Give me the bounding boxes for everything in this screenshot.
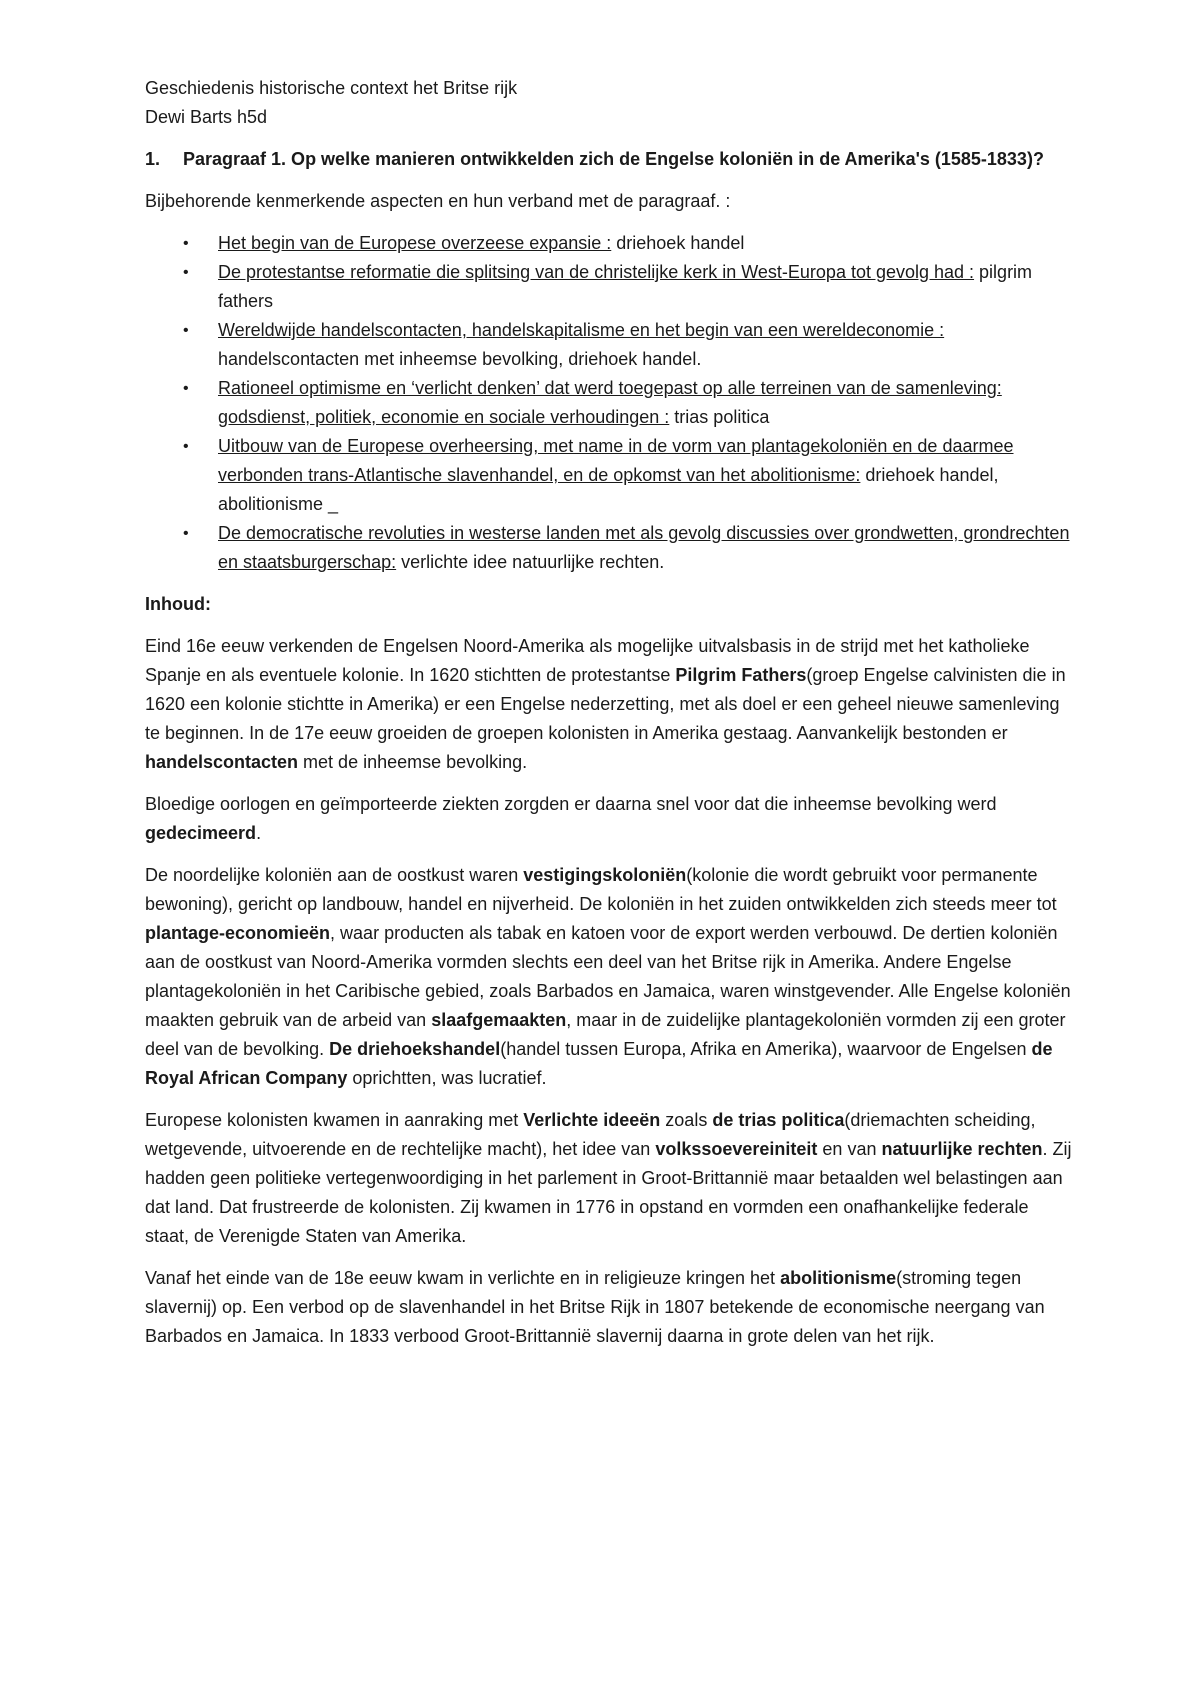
paragraph-4	[145, 1106, 1075, 1251]
text-run: met de inheemse bevolking.	[298, 752, 528, 772]
bullet-icon: •	[183, 438, 189, 455]
bold-term: volkssoevereiniteit	[655, 1139, 818, 1159]
text-run: . Zij hadden geen politieke vertegenwoordiging in het parlement in Groot-Brittannië maar betaalden wel belastingen aan dat land. Dat frustreerde de kolonisten. Zij kwamen in 1776 in opstand en vormden een onafhankelijke federale staat, de Verenigde Staten van Amerika.	[145, 1139, 1072, 1246]
aspect-text: De protestantse reformatie die splitsing van de christelijke kerk in West-Europa tot gevolg had :	[218, 262, 975, 282]
text-run: (kolonie die wordt gebruikt voor permanente bewoning), gericht op landbouw, handel en nijverheid. De koloniën in het zuiden ontwikkelden zich steeds meer tot	[145, 865, 1057, 914]
bold-term: gedecimeerd	[145, 823, 257, 843]
aspect-text: Rationeel optimisme en ‘verlicht denken’ dat werd toegepast op alle terreinen van de samenleving: godsdienst, politiek, economie en sociale verhoudingen :	[218, 378, 1002, 427]
bullet-icon: •	[183, 525, 189, 542]
bullet-icon: •	[183, 235, 189, 252]
inhoud-heading: Inhoud:	[145, 594, 211, 614]
text-run: , maar in de zuidelijke plantagekoloniën vormden zij een groter deel van de bevolking.	[145, 1010, 1066, 1059]
aspects-intro: Bijbehorende kenmerkende aspecten en hun verband met de paragraaf. :	[145, 191, 731, 211]
text-run: oprichtten, was lucratief.	[347, 1068, 547, 1088]
text-run: Bloedige oorlogen en geïmporteerde ziekten zorgden er daarna snel voor dat die inheemse bevolking werd	[145, 794, 997, 814]
aspect-link: verlichte idee natuurlijke rechten.	[396, 552, 665, 572]
text-run: Vanaf het einde van de 18e eeuw kwam in verlichte en in religieuze kringen het	[145, 1268, 781, 1288]
bold-term: Pilgrim Fathers	[675, 665, 807, 685]
aspect-text: De democratische revoluties in westerse landen met als gevolg discussies over grondwetten, grondrechten en staatsburgerschap:	[218, 523, 1070, 572]
list-item	[145, 432, 1075, 519]
text-run: .	[256, 823, 262, 843]
aspect-link: trias politica	[669, 407, 770, 427]
bullet-icon: •	[183, 322, 189, 339]
section-heading	[145, 145, 1075, 174]
list-item	[145, 316, 1075, 374]
bold-term: plantage-economieën	[145, 923, 331, 943]
bullet-icon: •	[183, 380, 189, 397]
paragraph-2	[145, 790, 1075, 848]
bold-term: vestigingskoloniën	[523, 865, 687, 885]
aspect-link: pilgrim fathers	[218, 262, 1033, 311]
aspect-text: Wereldwijde handelscontacten, handelskapitalisme en het begin van een wereldeconomie :	[218, 320, 945, 340]
aspect-link: driehoek handel	[611, 233, 745, 253]
list-item	[145, 519, 1075, 577]
text-run: (stroming tegen slavernij) op. Een verbod op de slavenhandel in het Britse Rijk in 1807 betekende de economische neergang van Barbados en Jamaica. In 1833 verbood Groot-Brittannië slavernij daarna in grote delen van het rijk.	[145, 1268, 1045, 1346]
heading-text: Paragraaf 1. Op welke manieren ontwikkelden zich de Engelse koloniën in de Amerika's (1585-1833)?	[183, 149, 1044, 169]
text-run: Europese kolonisten kwamen in aanraking met	[145, 1110, 524, 1130]
list-item	[145, 229, 1075, 258]
aspect-text: Uitbouw van de Europese overheersing, met name in de vorm van plantagekoloniën en de daarmee verbonden trans-Atlantische slavenhandel, en de opkomst van het abolitionisme:	[218, 436, 1014, 485]
text-run: zoals	[660, 1110, 713, 1130]
bold-term: Verlichte ideeën	[523, 1110, 661, 1130]
text-run: en van	[817, 1139, 882, 1159]
bold-term: de trias politica	[712, 1110, 845, 1130]
bold-term: natuurlijke rechten	[881, 1139, 1043, 1159]
paragraph-1	[145, 632, 1075, 777]
paragraph-3	[145, 861, 1075, 1093]
list-item	[145, 374, 1075, 432]
heading-number: 1.	[145, 149, 161, 169]
bold-term: abolitionisme	[780, 1268, 897, 1288]
bold-term: De driehoekshandel	[329, 1039, 501, 1059]
aspects-list	[145, 229, 1075, 577]
text-run: (groep Engelse calvinisten die in 1620 een kolonie stichtte in Amerika) er een Engelse nederzetting, met als doel er een geheel nieuwe samenleving te beginnen. In de 17e eeuw groeiden de groepen kolonisten in Amerika gestaag. Aanvankelijk bestonden er	[145, 665, 1066, 743]
document-body	[145, 74, 1075, 1364]
text-run: (handel tussen Europa, Afrika en Amerika), waarvoor de Engelsen	[500, 1039, 1032, 1059]
bullet-icon: •	[183, 264, 189, 281]
paragraph-5	[145, 1264, 1075, 1351]
bold-term: handelscontacten	[145, 752, 299, 772]
aspect-link: handelscontacten met inheemse bevolking, driehoek handel.	[218, 349, 702, 369]
text-run: , waar producten als tabak en katoen voor de export werden verbouwd. De dertien koloniën aan de oostkust van Noord-Amerika vormden slechts een deel van het Britse rijk in Amerika. Andere Engelse plantagekoloniën in het Caribische gebied, zoals Barbados en Jamaica, waren winstgevender. Alle Engelse koloniën maakten gebruik van de arbeid van	[145, 923, 1071, 1030]
text-run: Eind 16e eeuw verkenden de Engelsen Noord-Amerika als mogelijke uitvalsbasis in de strijd met het katholieke Spanje en als eventuele kolonie. In 1620 stichtten de protestantse	[145, 636, 1030, 685]
document-author: Dewi Barts h5d	[145, 107, 268, 127]
text-run: De noordelijke koloniën aan de oostkust waren	[145, 865, 524, 885]
aspect-link: driehoek handel, abolitionisme _	[218, 465, 999, 514]
bold-term: de Royal African Company	[145, 1039, 1053, 1088]
aspect-text: Het begin van de Europese overzeese expansie :	[218, 233, 612, 253]
list-item	[145, 258, 1075, 316]
document-title: Geschiedenis historische context het Britse rijk	[145, 78, 518, 98]
text-run: (driemachten scheiding, wetgevende, uitvoerende en de rechtelijke macht), het idee van	[145, 1110, 1036, 1159]
bold-term: slaafgemaakten	[431, 1010, 567, 1030]
document-header	[145, 74, 1075, 132]
